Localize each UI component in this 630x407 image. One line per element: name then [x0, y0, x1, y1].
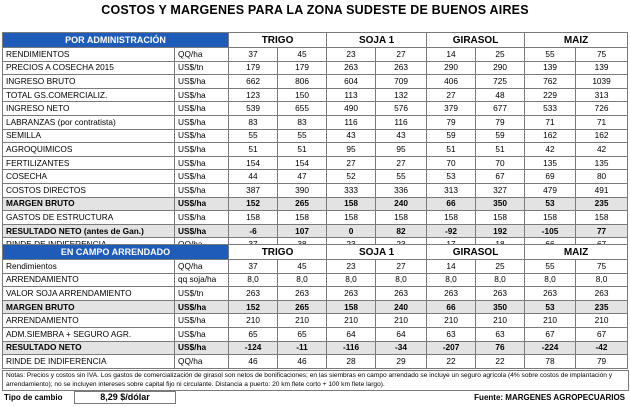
table-row: [3, 300, 628, 314]
footer: [2, 391, 627, 404]
cell-value: 179: [278, 61, 327, 75]
cell-value: 27: [376, 156, 427, 170]
table-row: [3, 287, 628, 301]
cell-value: 8,0: [525, 273, 576, 287]
row-unit: US$/ha: [175, 300, 229, 314]
table-row: [3, 341, 628, 355]
cell-value: 263: [376, 287, 427, 301]
row-unit: US$/ha: [175, 197, 229, 211]
cell-value: 51: [427, 143, 476, 157]
cell-value: 533: [525, 102, 576, 116]
table-row: [3, 211, 628, 225]
cell-value: 139: [525, 61, 576, 75]
row-label: RINDE DE INDIFERENCIA: [3, 355, 175, 369]
row-unit: US$/ha: [175, 183, 229, 197]
cell-value: 63: [427, 327, 476, 341]
cell-value: 158: [278, 211, 327, 225]
cell-value: 379: [427, 102, 476, 116]
cell-value: 22: [427, 355, 476, 369]
cell-value: 350: [476, 300, 525, 314]
cell-value: 162: [576, 129, 628, 143]
row-unit: QQ/ha: [175, 48, 229, 62]
cell-value: 55: [278, 129, 327, 143]
row-unit: US$/ha: [175, 170, 229, 184]
cell-value: 107: [278, 224, 327, 238]
crop-header: TRIGO: [229, 245, 327, 260]
cell-value: 240: [376, 300, 427, 314]
table-row: [3, 224, 628, 238]
cell-value: 25: [476, 260, 525, 274]
cell-value: 263: [576, 287, 628, 301]
cell-value: 265: [278, 197, 327, 211]
cell-value: 43: [376, 129, 427, 143]
cell-value: 132: [376, 88, 427, 102]
cell-value: 8,0: [376, 273, 427, 287]
cell-value: -11: [278, 341, 327, 355]
cell-value: 327: [476, 183, 525, 197]
cell-value: 139: [576, 61, 628, 75]
table-row: [3, 129, 628, 143]
cell-value: -207: [427, 341, 476, 355]
cell-value: 42: [525, 143, 576, 157]
crop-header: MAIZ: [525, 33, 628, 48]
row-label: LABRANZAS (por contratista): [3, 115, 175, 129]
cell-value: 158: [327, 300, 376, 314]
cell-value: 539: [229, 102, 278, 116]
cell-value: 37: [229, 48, 278, 62]
table-row: [3, 156, 628, 170]
cell-value: 55: [525, 260, 576, 274]
row-unit: US$/ha: [175, 75, 229, 89]
table-row: [3, 314, 628, 328]
cell-value: 479: [525, 183, 576, 197]
cell-value: 70: [427, 156, 476, 170]
cell-value: 263: [327, 287, 376, 301]
row-label: Rendimientos: [3, 260, 175, 274]
exchange-rate-value: 8,29 $/dólar: [74, 391, 176, 404]
cell-value: 48: [476, 88, 525, 102]
row-label: PRECIOS A COSECHA 2015: [3, 61, 175, 75]
table-row: [3, 197, 628, 211]
cell-value: 65: [278, 327, 327, 341]
cell-value: 64: [327, 327, 376, 341]
cell-value: 210: [327, 314, 376, 328]
cell-value: 290: [427, 61, 476, 75]
cell-value: 22: [476, 355, 525, 369]
cell-value: 8,0: [229, 273, 278, 287]
cell-value: 152: [229, 197, 278, 211]
cell-value: 192: [476, 224, 525, 238]
crop-header: TRIGO: [229, 33, 327, 48]
row-label: AGROQUIMICOS: [3, 143, 175, 157]
cell-value: 79: [476, 115, 525, 129]
row-label: ADM.SIEMBRA + SEGURO AGR.: [3, 327, 175, 341]
cell-value: 45: [278, 48, 327, 62]
cell-value: 406: [427, 75, 476, 89]
cell-value: 83: [229, 115, 278, 129]
cell-value: 263: [476, 287, 525, 301]
row-label: COSTOS DIRECTOS: [3, 183, 175, 197]
cell-value: 491: [576, 183, 628, 197]
table-row: [3, 102, 628, 116]
cell-value: 67: [525, 327, 576, 341]
table-row: [3, 260, 628, 274]
row-label: INGRESO NETO: [3, 102, 175, 116]
cell-value: 158: [525, 211, 576, 225]
table-row: [3, 48, 628, 62]
cell-value: -6: [229, 224, 278, 238]
cell-value: 113: [327, 88, 376, 102]
cell-value: 43: [327, 129, 376, 143]
cell-value: 762: [525, 75, 576, 89]
cell-value: 8,0: [427, 273, 476, 287]
cell-value: -92: [427, 224, 476, 238]
cell-value: 158: [229, 211, 278, 225]
cell-value: 76: [476, 341, 525, 355]
cell-value: 45: [278, 260, 327, 274]
cell-value: 8,0: [476, 273, 525, 287]
table-row: [3, 61, 628, 75]
table-row: [3, 170, 628, 184]
cell-value: 75: [576, 260, 628, 274]
crop-header: GIRASOL: [427, 245, 525, 260]
cell-value: 25: [476, 48, 525, 62]
cell-value: -105: [525, 224, 576, 238]
cell-value: 725: [476, 75, 525, 89]
cell-value: -42: [576, 341, 628, 355]
table-row: [3, 75, 628, 89]
cell-value: 154: [229, 156, 278, 170]
cell-value: 71: [525, 115, 576, 129]
crop-header: MAIZ: [525, 245, 628, 260]
cell-value: 210: [229, 314, 278, 328]
cell-value: 150: [278, 88, 327, 102]
cell-value: 210: [376, 314, 427, 328]
cell-value: 70: [476, 156, 525, 170]
cell-value: 95: [376, 143, 427, 157]
row-label: GASTOS DE ESTRUCTURA: [3, 211, 175, 225]
cell-value: 79: [427, 115, 476, 129]
cell-value: 235: [576, 197, 628, 211]
cell-value: 135: [525, 156, 576, 170]
cell-value: 158: [576, 211, 628, 225]
cell-value: 263: [376, 61, 427, 75]
cell-value: 8,0: [576, 273, 628, 287]
cell-value: 63: [476, 327, 525, 341]
row-unit: US$/ha: [175, 115, 229, 129]
cell-value: 263: [278, 287, 327, 301]
cell-value: 95: [327, 143, 376, 157]
cell-value: 490: [327, 102, 376, 116]
section-title: EN CAMPO ARRENDADO: [3, 245, 229, 260]
table-row: [3, 115, 628, 129]
cell-value: 210: [476, 314, 525, 328]
cell-value: 8,0: [327, 273, 376, 287]
page-title: COSTOS Y MARGENES PARA LA ZONA SUDESTE DE BUENOS AIRES: [101, 3, 529, 17]
cell-value: 51: [229, 143, 278, 157]
row-unit: US$/ha: [175, 327, 229, 341]
cell-value: 55: [229, 129, 278, 143]
cell-value: -116: [327, 341, 376, 355]
row-unit: US$/ha: [175, 341, 229, 355]
cell-value: 158: [476, 211, 525, 225]
cell-value: 55: [525, 48, 576, 62]
row-label: TOTAL GS.COMERCIALIZ.: [3, 88, 175, 102]
cell-value: 14: [427, 260, 476, 274]
cell-value: 387: [229, 183, 278, 197]
crop-header: GIRASOL: [427, 33, 525, 48]
cell-value: 69: [525, 170, 576, 184]
cell-value: 313: [576, 88, 628, 102]
cell-value: 27: [376, 48, 427, 62]
cell-value: 46: [278, 355, 327, 369]
source-label: Fuente: MARGENES AGROPECUARIOS: [474, 393, 625, 402]
row-unit: qq soja/ha: [175, 273, 229, 287]
row-unit: QQ/ha: [175, 260, 229, 274]
row-label: MARGEN BRUTO: [3, 300, 175, 314]
cell-value: 1039: [576, 75, 628, 89]
cell-value: 179: [229, 61, 278, 75]
row-label: INGRESO BRUTO: [3, 75, 175, 89]
cell-value: 66: [427, 197, 476, 211]
crop-header: SOJA 1: [327, 245, 427, 260]
cell-value: 42: [576, 143, 628, 157]
notes: Notas: Precios y costos sin IVA. Los gastos de comercialización de girasol son netos de bonificaciones; en las siembras en campo arrendado se incluye un seguro agrícola (4% sobre costos de implantación y arrendamiento); no se incluyen intereses sobre capital fijo ni circulante. Distancia a puerto: 20 km flete corto + 100 km flete largo).: [2, 370, 629, 391]
row-unit: US$/ha: [175, 211, 229, 225]
cell-value: 52: [327, 170, 376, 184]
row-label: RESULTADO NETO (antes de Gan.): [3, 224, 175, 238]
cell-value: 135: [576, 156, 628, 170]
row-label: SEMILLA: [3, 129, 175, 143]
cell-value: 263: [525, 287, 576, 301]
table-row: [3, 355, 628, 369]
crop-header: SOJA 1: [327, 33, 427, 48]
cell-value: 116: [376, 115, 427, 129]
cell-value: 53: [427, 170, 476, 184]
cell-value: 709: [376, 75, 427, 89]
cell-value: 210: [525, 314, 576, 328]
cell-value: 8,0: [278, 273, 327, 287]
cell-value: 27: [427, 88, 476, 102]
cell-value: 23: [327, 260, 376, 274]
cell-value: 67: [576, 327, 628, 341]
row-label: FERTILIZANTES: [3, 156, 175, 170]
cell-value: 210: [278, 314, 327, 328]
table-por-administracion: [2, 32, 628, 252]
cell-value: 152: [229, 300, 278, 314]
table-row: [3, 143, 628, 157]
cell-value: 576: [376, 102, 427, 116]
row-unit: US$/ha: [175, 156, 229, 170]
cell-value: 29: [376, 355, 427, 369]
cell-value: 313: [427, 183, 476, 197]
section-header-row: [3, 33, 628, 48]
table-row: [3, 88, 628, 102]
cell-value: 53: [525, 197, 576, 211]
cell-value: 662: [229, 75, 278, 89]
cell-value: 47: [278, 170, 327, 184]
cell-value: 64: [376, 327, 427, 341]
section-header-row: [3, 245, 628, 260]
cell-value: 210: [576, 314, 628, 328]
cell-value: 28: [327, 355, 376, 369]
cell-value: -124: [229, 341, 278, 355]
cell-value: 240: [376, 197, 427, 211]
cell-value: 726: [576, 102, 628, 116]
cell-value: 229: [525, 88, 576, 102]
cell-value: 23: [327, 48, 376, 62]
cell-value: 158: [327, 197, 376, 211]
cell-value: 46: [229, 355, 278, 369]
cell-value: 82: [376, 224, 427, 238]
exchange-rate-label: Tipo de cambio: [4, 393, 63, 402]
row-unit: US$/tn: [175, 287, 229, 301]
cell-value: 59: [476, 129, 525, 143]
cell-value: 67: [476, 170, 525, 184]
row-label: RESULTADO NETO: [3, 341, 175, 355]
cell-value: 55: [376, 170, 427, 184]
cell-value: 116: [327, 115, 376, 129]
table-row: [3, 327, 628, 341]
cell-value: 80: [576, 170, 628, 184]
cell-value: 806: [278, 75, 327, 89]
cell-value: 78: [525, 355, 576, 369]
cell-value: 604: [327, 75, 376, 89]
row-unit: US$/ha: [175, 129, 229, 143]
table-row: [3, 183, 628, 197]
cell-value: 263: [229, 287, 278, 301]
cell-value: 59: [427, 129, 476, 143]
cell-value: 51: [278, 143, 327, 157]
row-label: ARRENDAMIENTO: [3, 314, 175, 328]
row-unit: US$/ha: [175, 143, 229, 157]
cell-value: 162: [525, 129, 576, 143]
cell-value: 158: [376, 211, 427, 225]
cell-value: 75: [576, 48, 628, 62]
cell-value: 14: [427, 48, 476, 62]
row-label: RENDIMIENTOS: [3, 48, 175, 62]
cell-value: 235: [576, 300, 628, 314]
row-unit: QQ/ha: [175, 355, 229, 369]
row-unit: US$/tn: [175, 61, 229, 75]
cell-value: 51: [476, 143, 525, 157]
cell-value: 71: [576, 115, 628, 129]
row-label: COSECHA: [3, 170, 175, 184]
cell-value: 27: [327, 156, 376, 170]
cell-value: 83: [278, 115, 327, 129]
row-label: VALOR SOJA ARRENDAMIENTO: [3, 287, 175, 301]
cell-value: 44: [229, 170, 278, 184]
cell-value: 154: [278, 156, 327, 170]
cell-value: 77: [576, 224, 628, 238]
row-unit: US$/ha: [175, 88, 229, 102]
cell-value: 123: [229, 88, 278, 102]
cell-value: 350: [476, 197, 525, 211]
cell-value: 263: [327, 61, 376, 75]
cell-value: 265: [278, 300, 327, 314]
row-unit: US$/ha: [175, 102, 229, 116]
table-campo-arrendado: [2, 244, 628, 369]
row-label: ARRENDAMIENTO: [3, 273, 175, 287]
cell-value: 66: [427, 300, 476, 314]
cell-value: -34: [376, 341, 427, 355]
table-row: [3, 273, 628, 287]
cell-value: 37: [229, 260, 278, 274]
cell-value: 65: [229, 327, 278, 341]
cell-value: 210: [427, 314, 476, 328]
cell-value: 336: [376, 183, 427, 197]
row-unit: US$/ha: [175, 224, 229, 238]
cell-value: 655: [278, 102, 327, 116]
cell-value: 27: [376, 260, 427, 274]
cell-value: 158: [327, 211, 376, 225]
cell-value: 333: [327, 183, 376, 197]
cell-value: -224: [525, 341, 576, 355]
cell-value: 390: [278, 183, 327, 197]
section-title: POR ADMINISTRACIÓN: [3, 33, 229, 48]
cell-value: 0: [327, 224, 376, 238]
cell-value: 158: [427, 211, 476, 225]
cell-value: 290: [476, 61, 525, 75]
cell-value: 677: [476, 102, 525, 116]
cell-value: 53: [525, 300, 576, 314]
cell-value: 263: [427, 287, 476, 301]
cell-value: 79: [576, 355, 628, 369]
row-label: MARGEN BRUTO: [3, 197, 175, 211]
row-unit: US$/ha: [175, 314, 229, 328]
